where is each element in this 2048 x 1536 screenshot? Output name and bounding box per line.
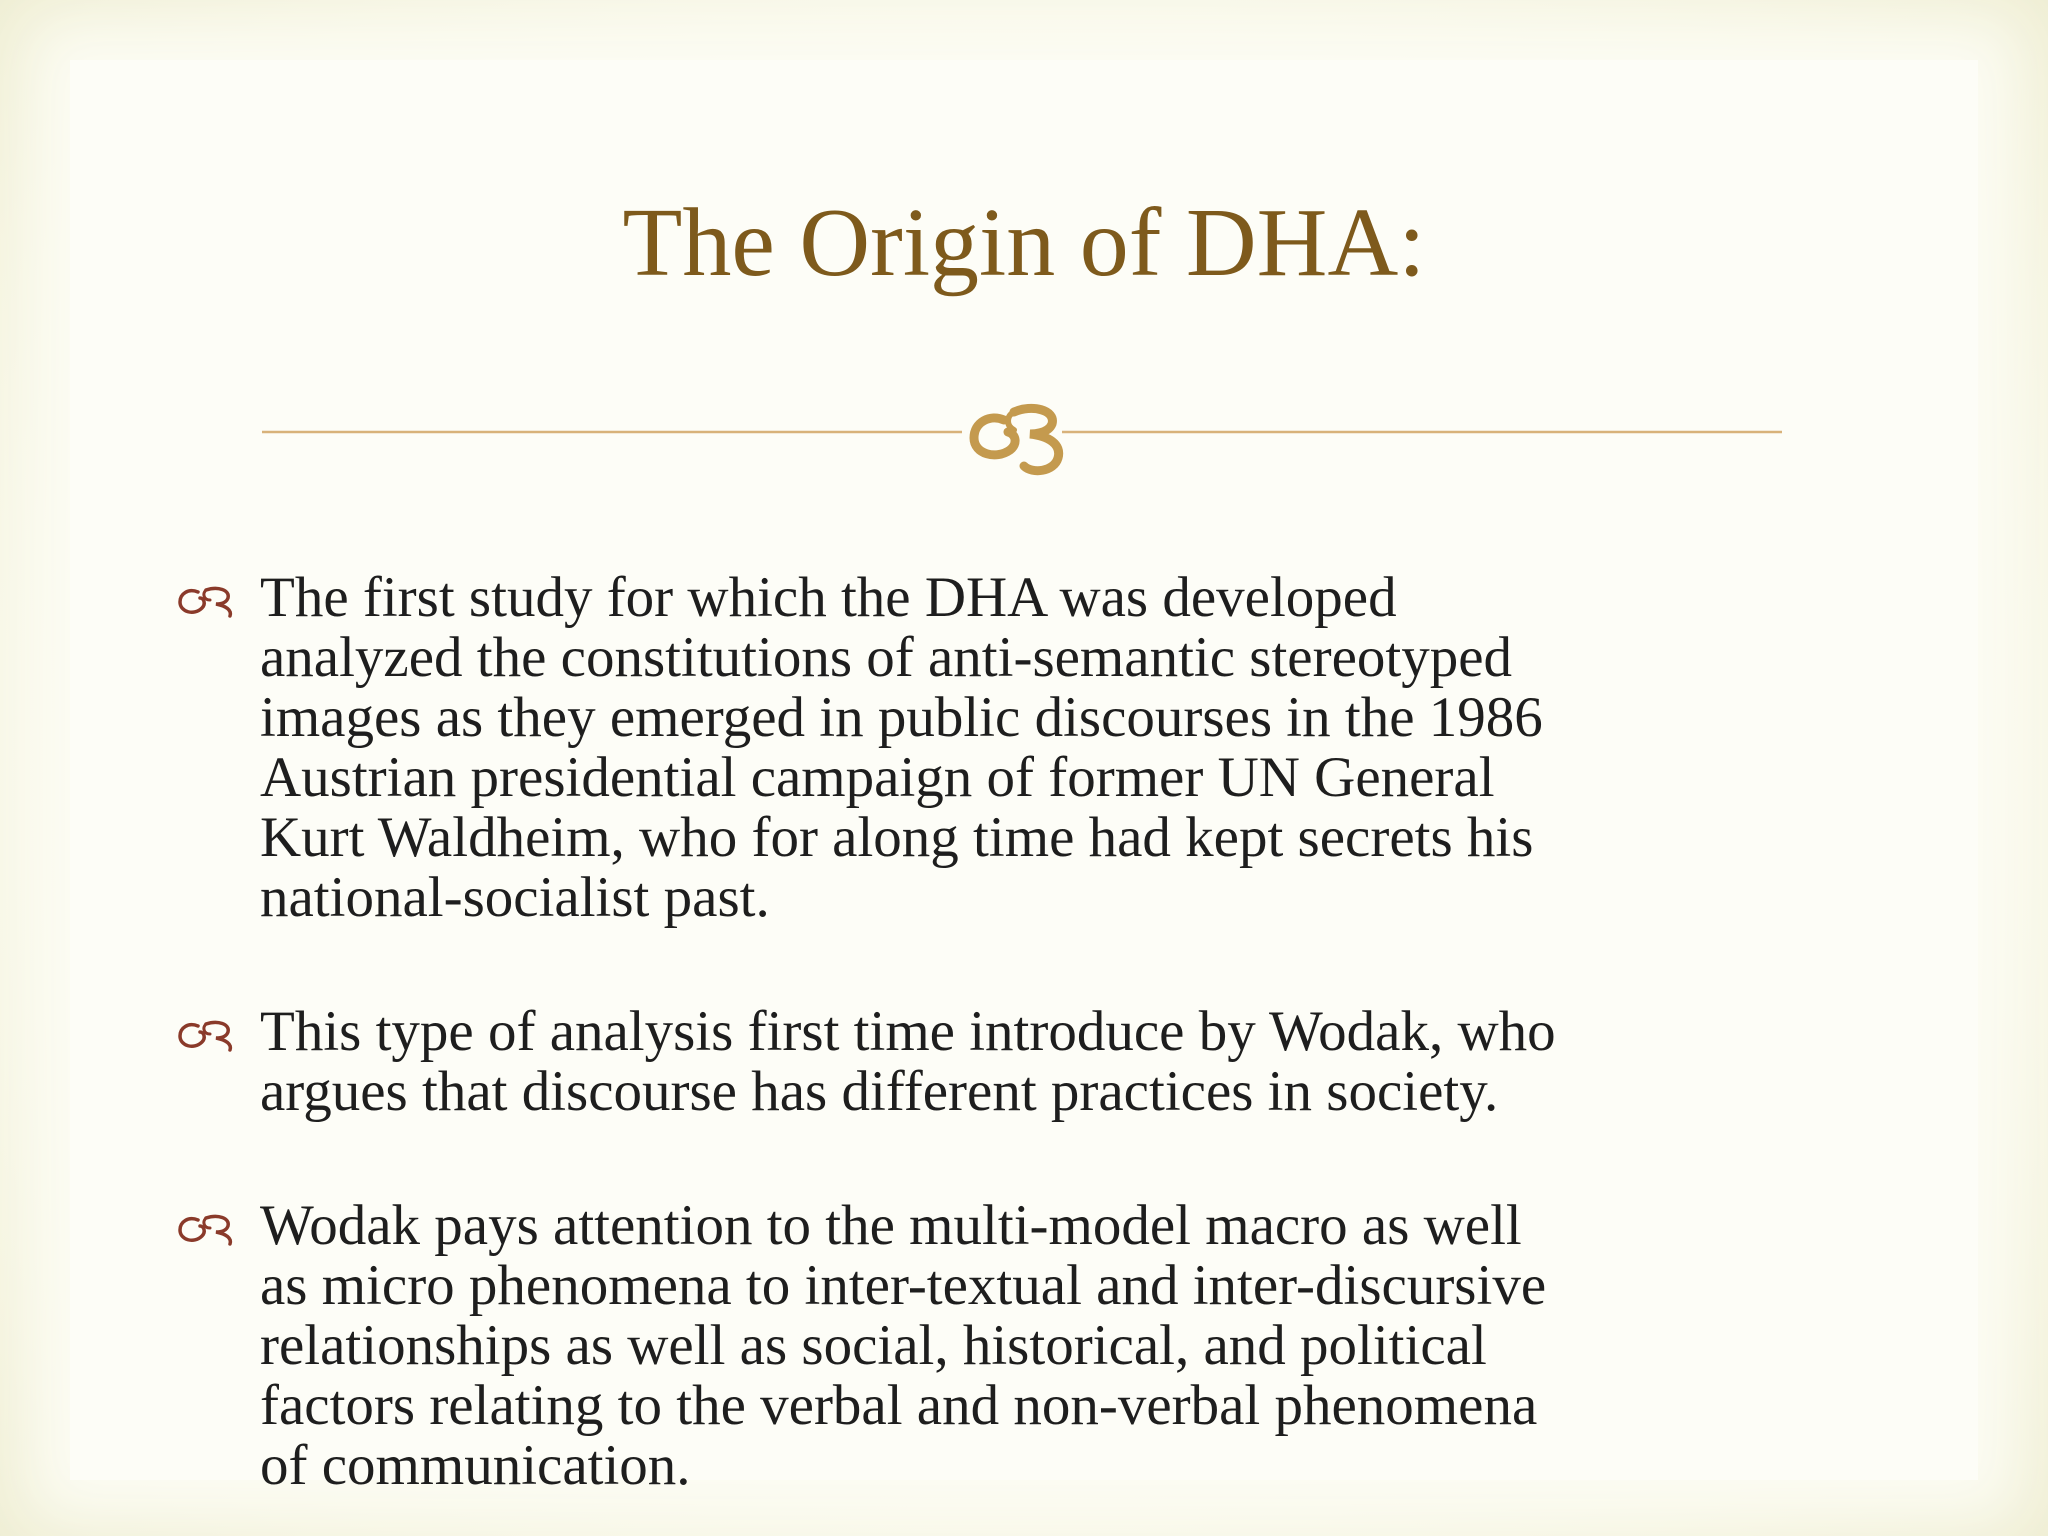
- bullet-item: [176, 508, 1876, 928]
- bullet-text: This type of analysis first time introduce by Wodak, who argues that discourse has different practices in society.: [260, 1000, 1556, 1123]
- bullet-item: [176, 1136, 1876, 1496]
- ornament-flourish-icon: [262, 380, 1782, 480]
- fleuron-bullet-icon: [176, 956, 238, 994]
- title-divider: [262, 380, 1782, 480]
- bullet-text: Wodak pays attention to the multi-model macro as well as micro phenomena to inter-textual and inter-discursive relationships as well as social, historical, and political factors relating to the verbal and non-verbal phenomena of communication.: [260, 1194, 1547, 1497]
- bullet-list: [176, 508, 1876, 1510]
- fleuron-bullet-icon: [176, 1150, 238, 1188]
- fleuron-bullet-icon: [176, 522, 238, 560]
- bullet-text: The first study for which the DHA was developed analyzed the constitutions of anti-semantic stereotyped images as they emerged in public discourses in the 1986 Austrian presidential campaign of former UN General Kurt Waldheim, who for along time had kept secrets his national-socialist past.: [260, 566, 1543, 929]
- bullet-item: [176, 942, 1876, 1122]
- slide-title: The Origin of DHA:: [622, 189, 1426, 297]
